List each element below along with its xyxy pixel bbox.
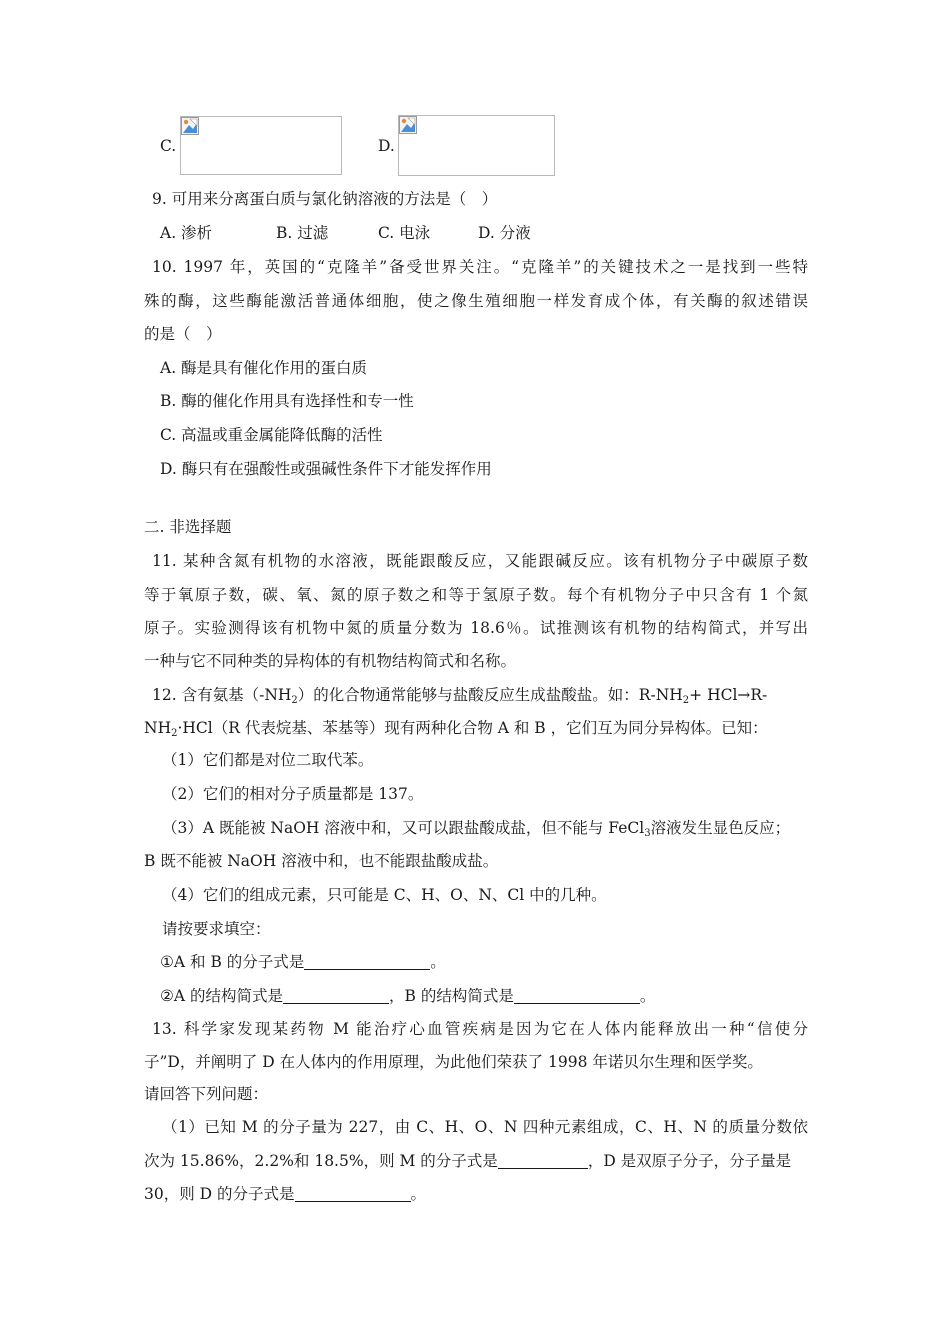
q11-line-2: 等于氧原子数，碳、氧、氮的原子数之和等于氢原子数。每个有机物分子中只含有 1 个氮 <box>144 586 808 604</box>
q12-line-1: 12. 含有氨基$(-NH_2)$的化合物通常能够与盐酸反应生成盐酸盐。如：$R-NH_2+ HCl\to R-$ <box>152 686 768 706</box>
q13-part-1-line-2: 次为 15.86%，2.2%和 18.5%，则 M 的分子式是 ，D 是双原子分子，分子量是 <box>144 1152 792 1170</box>
q10-option-b: B. 酶的催化作用具有选择性和专一性 <box>160 392 414 410</box>
q13-line-1: 13. 科学家发现某药物 M 能治疗心血管疾病是因为它在人体内能释放出一种“信使分 <box>152 1020 808 1038</box>
q12-fill-1: ①A 和 B 的分子式是 。 <box>160 953 446 971</box>
q11-line-4: 一种与它不同种类的异构体的有机物结构简式和名称。 <box>144 652 517 670</box>
q13-part-1-line-1: （1）已知 M 的分子量为 227，由 C、H、O、N 四种元素组成，C、H、N 的质量分数依 <box>162 1118 808 1136</box>
q10-line-3: 的是（ ） <box>144 325 222 343</box>
q10-option-a: A. 酶是具有催化作用的蛋白质 <box>160 359 368 377</box>
answer-blank[interactable] <box>283 987 389 1004</box>
option-d-image <box>398 115 555 176</box>
q9-option-a: A. 渗析 <box>160 224 213 242</box>
q12-condition-1: （1）它们都是对位二取代苯。 <box>162 751 374 769</box>
answer-blank[interactable] <box>514 987 640 1004</box>
q11-line-3: 原子。实验测得该有机物中氮的质量分数为 18.6％。试推测该有机物的结构简式，并写出 <box>144 619 808 637</box>
q12-condition-3: （3）A 既能被 NaOH 溶液中和，又可以跟盐酸成盐，但不能与 FeCl$_3$溶液发生显色反应； <box>162 819 791 839</box>
broken-image-icon <box>181 117 199 135</box>
q12-fill-2: ②A 的结构简式是 ，B 的结构简式是 。 <box>160 987 656 1005</box>
q13-line-3: 请回答下列问题： <box>144 1085 269 1103</box>
q9-option-d: D. 分液 <box>478 224 531 242</box>
broken-image-icon <box>399 116 417 134</box>
q12-condition-2: （2）它们的相对分子质量都是 137。 <box>162 785 424 803</box>
answer-blank[interactable] <box>498 1152 588 1169</box>
q12-prompt: 请按要求填空： <box>162 920 271 938</box>
q10-option-d: D. 酶只有在强酸性或强碱性条件下才能发挥作用 <box>160 460 492 478</box>
q13-part-1-line-3: 30，则 D 的分子式是 。 <box>144 1185 427 1203</box>
answer-blank[interactable] <box>304 953 430 970</box>
q10-option-c: C. 高温或重金属能降低酶的活性 <box>160 426 383 444</box>
q9-stem: 9. 可用来分离蛋白质与氯化钠溶液的方法是（ ） <box>152 190 498 208</box>
answer-blank[interactable] <box>295 1185 411 1202</box>
option-d-label: D. <box>378 137 395 155</box>
q12-condition-4: （4）它们的组成元素，只可能是 C、H、O、N、Cl 中的几种。 <box>162 886 607 904</box>
q9-option-c: C. 电泳 <box>378 224 431 242</box>
option-c-label: C. <box>160 137 177 155</box>
q9-option-b: B. 过滤 <box>276 224 329 242</box>
q10-line-2: 殊的酶，这些酶能激活普通体细胞，使之像生殖细胞一样发育成个体，有关酶的叙述错误 <box>144 292 808 310</box>
q11-line-1: 11. 某种含氮有机物的水溶液，既能跟酸反应，又能跟碱反应。该有机物分子中碳原子数 <box>152 552 808 570</box>
section-2-title: 二. 非选择题 <box>144 518 232 536</box>
q12-line-2: $NH_2\cdot HCl(R$ 代表烷基、苯基等）现有两种化合物 A 和 B ，它们互为同分异构体。已知： <box>144 719 768 739</box>
q10-line-1: 10. 1997 年，英国的“克隆羊”备受世界关注。“克隆羊”的关键技术之一是找到一些特 <box>152 258 808 276</box>
option-c-image <box>180 116 342 175</box>
q13-line-2: 子”D，并阐明了 D 在人体内的作用原理，为此他们荣获了 1998 年诺贝尔生理和医学奖。 <box>144 1053 763 1071</box>
q12-condition-3-line-2: B 既不能被 NaOH 溶液中和，也不能跟盐酸成盐。 <box>144 852 499 870</box>
